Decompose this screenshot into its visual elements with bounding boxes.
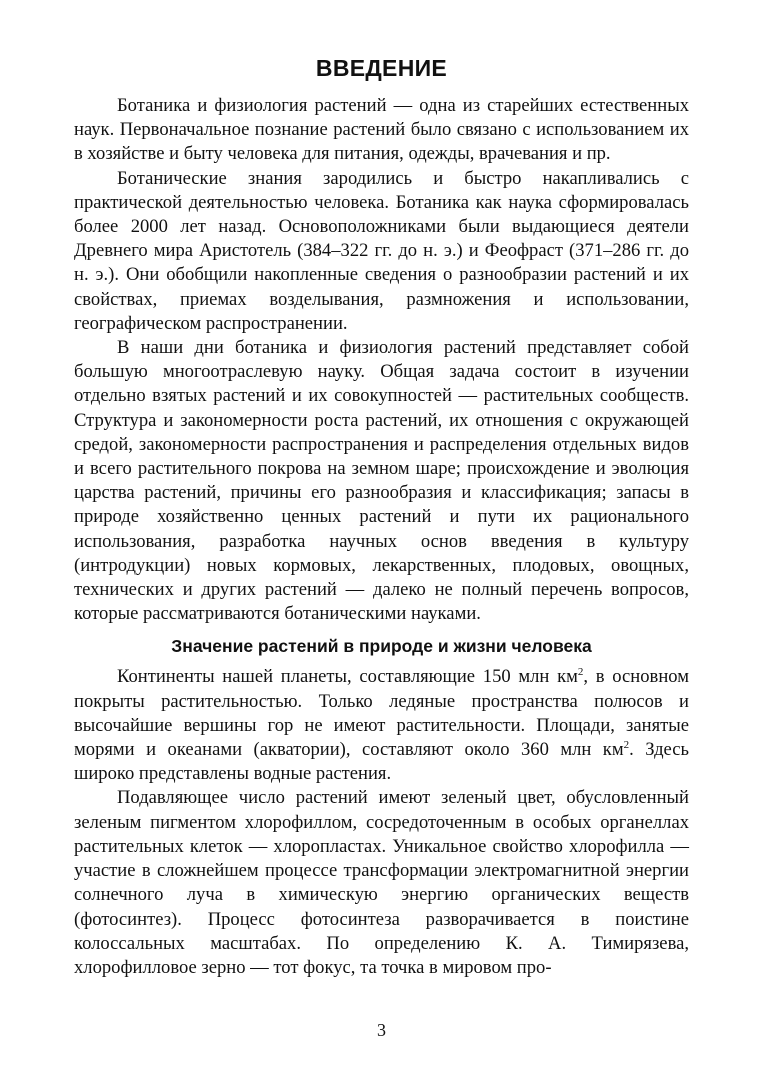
chapter-title: ВВЕДЕНИЕ [315,55,448,81]
intro-paragraph-3: В наши дни ботаника и физиология растений представляет собой большую многоотраслевую науку. Общая задача состоит в изучении отдельно взятых растений и их совокупностей — растительных сообществ. Структура и закономерности роста растений, их отношения с окружающей средой, закономерности распространения и распределения отдельных видов и всего растительного покрова на земном шаре; происхождение и эволюция царства растений, причины его разнообразия и классификация; запасы в природе хозяйственно ценных растений и пути их рационального использования, разработка научных основ введения в культуру (интродукции) новых кормовых, лекарственных, плодовых, овощных, технических и других растений — далеко не полный перечень вопросов, которые рассматриваются ботаническими науками. [74,337,689,625]
section-paragraph-1-part1: Континенты нашей планеты, составляющие 150 млн км [117,666,578,688]
section-paragraph-2: Подавляющее число растений имеют зеленый цвет, обусловленный зеленым пигментом хлорофиллом, сосредоточенным в особых органеллах растительных клеток — хлоропластах. Уникальное свойство хлорофилла — участие в сложнейшем процессе трансформации электромагнитной энергии солнечного луча в химическую энергию органических веществ (фотосинтез). Процесс фотосинтеза разворачивается в поистине колоссальных масштабах. По определению К. А. Тимирязева, хлорофилловое зерно — тот фокус, та точка в мировом про- [74,787,689,978]
intro-paragraph-2: Ботанические знания зародились и быстро накапливались с практической деятельностью человека. Ботаника как наука сформировалась более 2000 лет назад. Основоположниками были выдающиеся деятели Древнего мира Аристотель (384–322 гг. до н. э.) и Феофраст (371–286 гг. до н. э.). Они обобщили накопленные сведения о разнообразии растений и их свойствах, приемах возделывания, размножения и использовании, географическом распространении. [74,167,689,334]
section-paragraph-1-part3: . Здесь широко представлены водные растения. [74,739,689,785]
document-page [74,52,689,980]
superscript-2: 2 [623,738,630,751]
section-title: Значение растений в природе и жизни человека [171,636,592,657]
intro-paragraph-1: Ботаника и физиология растений — одна из старейших естественных наук. Первоначальное познание растений было связано с использованием их в хозяйстве и быту человека для питания, одежды, врачевания и пр. [74,95,689,165]
page-number: 3 [377,1020,386,1040]
section-paragraph-1-part2: , в основном покрыты растительностью. Только ледяные пространства полюсов и высочайшие вершины гор не имеют растительности. Площади, занятые морями и океанами (акватории), составляют около 360 млн км [74,666,689,761]
superscript-2: 2 [577,666,584,679]
section-paragraph-1 [74,665,689,786]
